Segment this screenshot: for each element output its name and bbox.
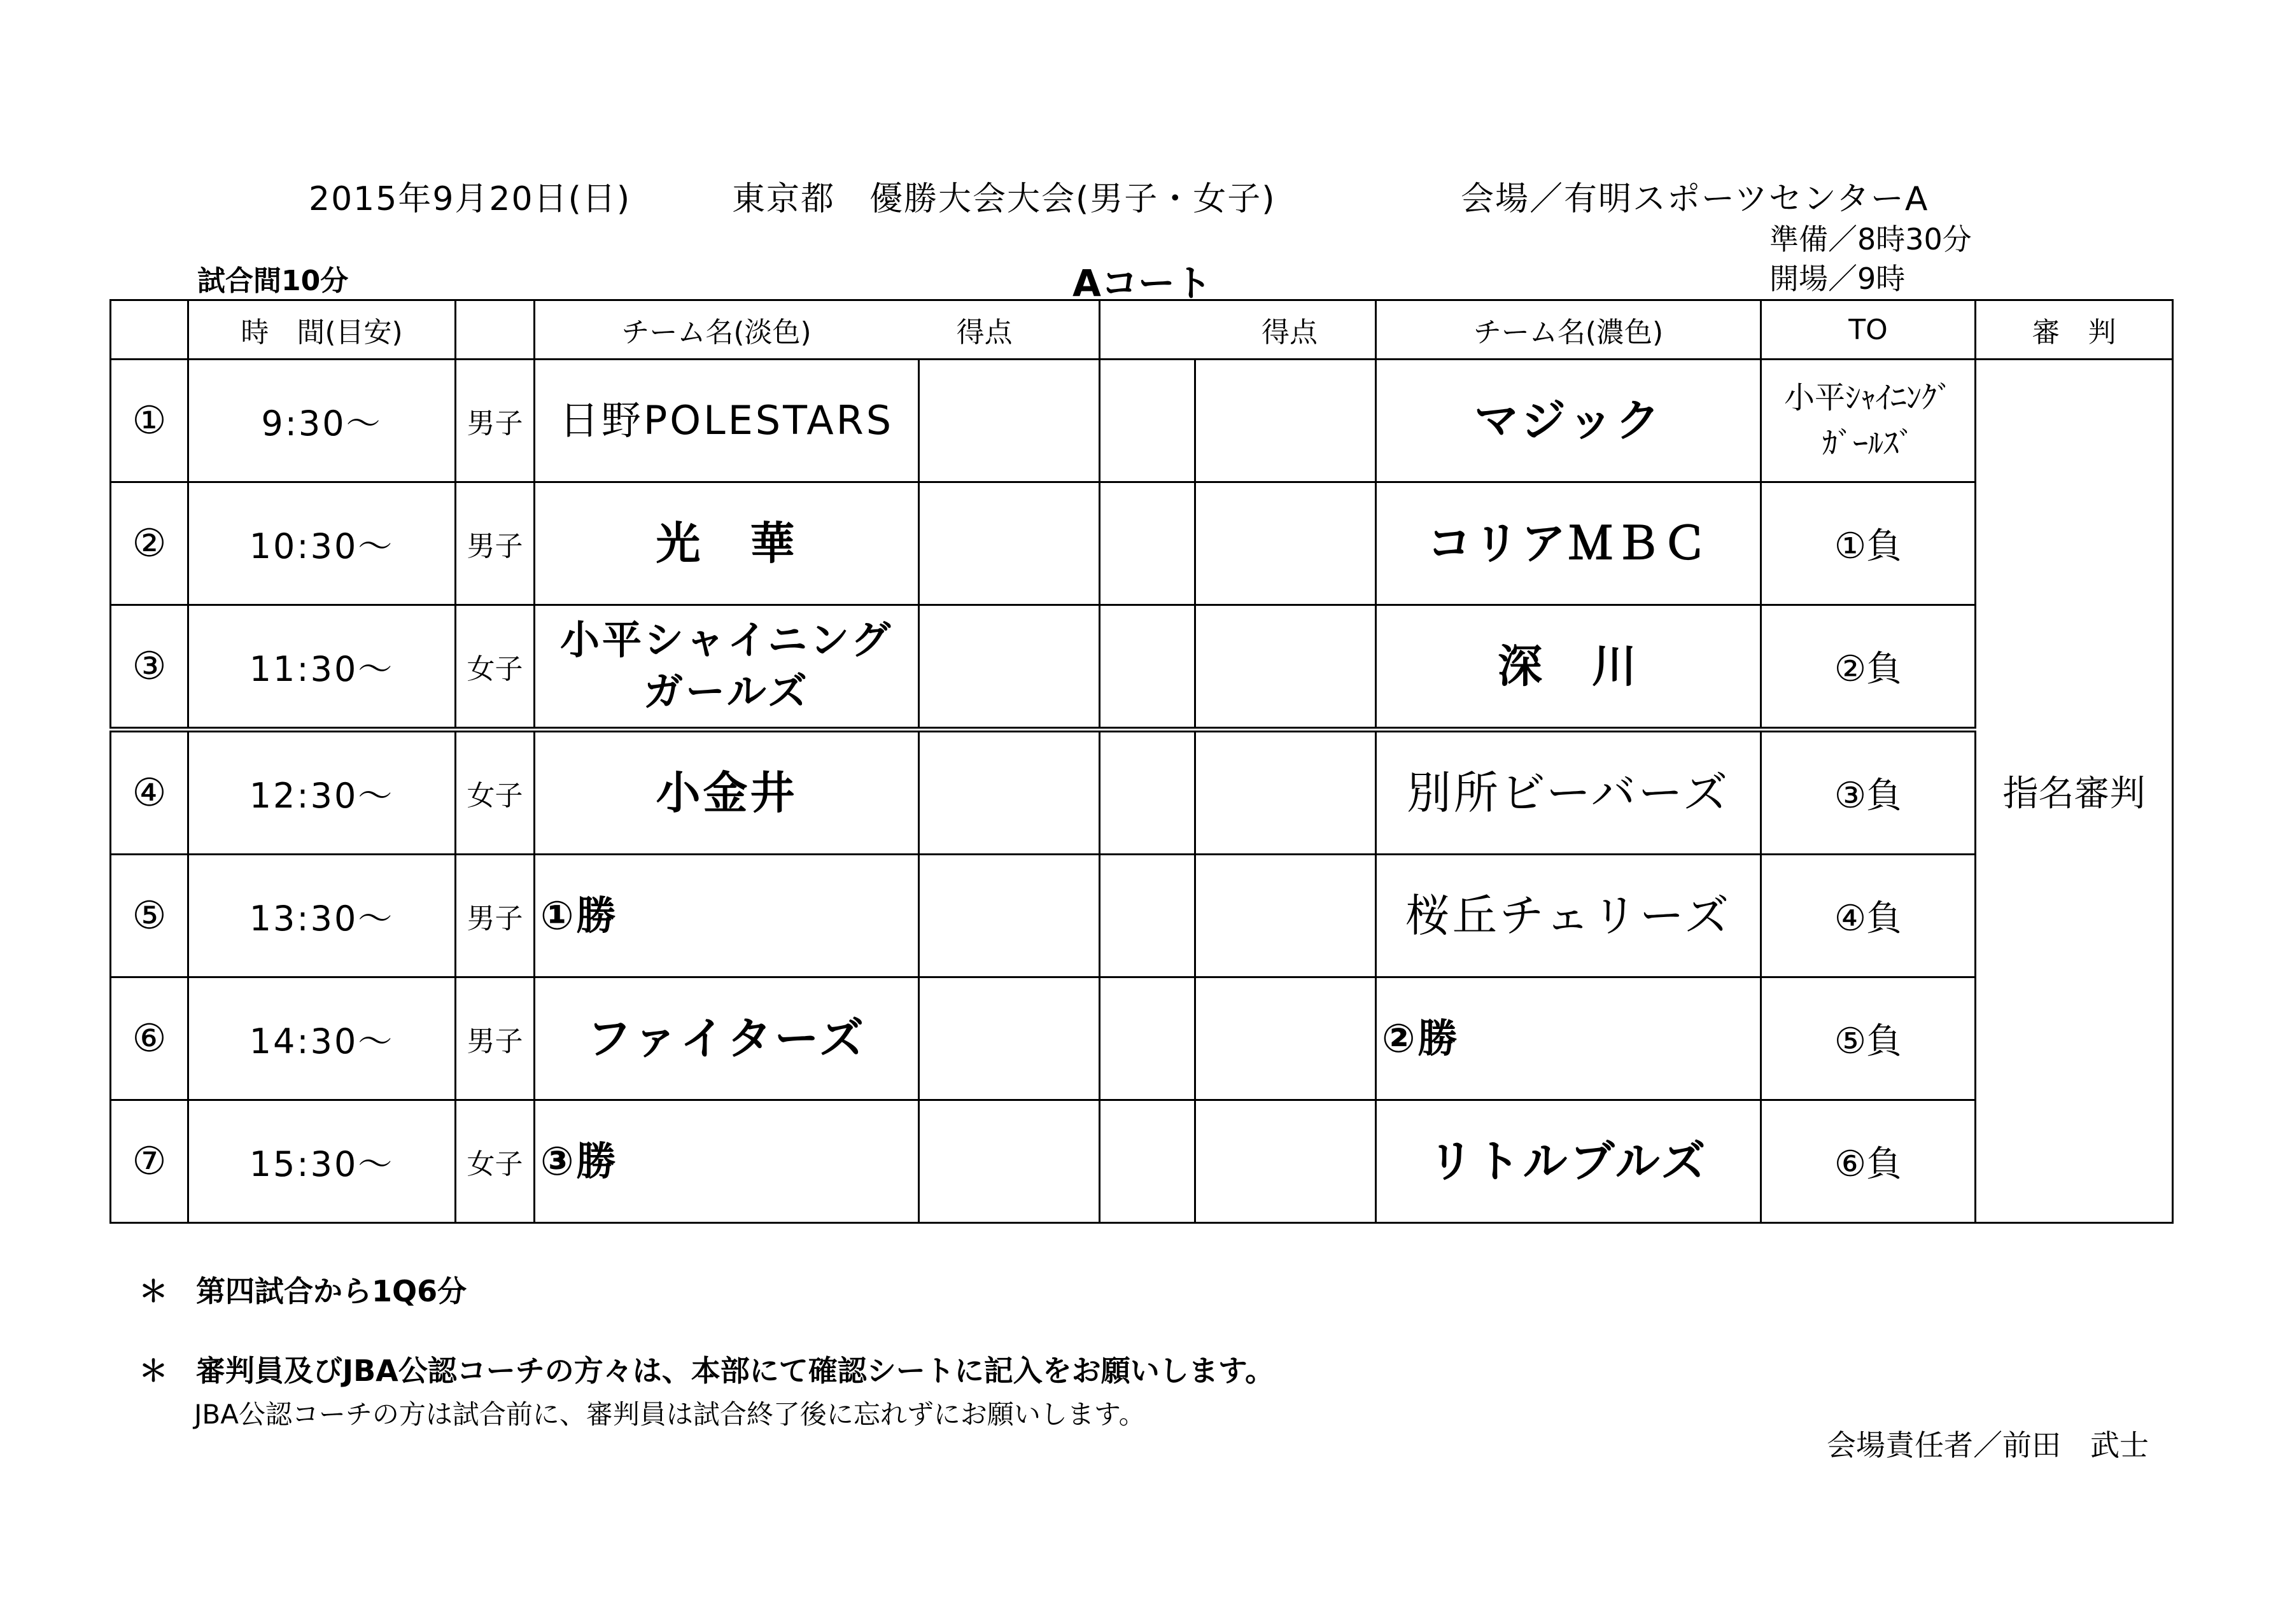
- team-dark: 別所ビーバーズ: [1376, 730, 1761, 855]
- score-dark-cell: [1195, 855, 1376, 977]
- game-gender: 女子: [456, 1100, 535, 1223]
- game-number: ⑦: [111, 1100, 188, 1223]
- note-text: 第四試合から1Q6分: [196, 1274, 467, 1308]
- table-row: [111, 855, 2173, 977]
- table-officials: ⑥負: [1761, 1100, 1976, 1223]
- team-light: 光 華: [535, 482, 919, 605]
- table-row: [111, 482, 2173, 605]
- score-separator-cell: [1100, 730, 1195, 855]
- table-row: [111, 730, 2173, 855]
- game-time: 13:30〜: [188, 855, 456, 977]
- game-gender: 男子: [456, 855, 535, 977]
- table-row: [111, 360, 2173, 482]
- score-dark-cell: [1195, 1100, 1376, 1223]
- team-dark: 深 川: [1376, 605, 1761, 730]
- team-dark: コリアＭＢＣ: [1376, 482, 1761, 605]
- game-time: 9:30〜: [188, 360, 456, 482]
- asterisk-icon: ＊: [139, 1274, 168, 1308]
- venue: 会場／有明スポーツセンターA: [1461, 180, 1929, 218]
- score-separator-cell: [1100, 482, 1195, 605]
- schedule-table: [109, 299, 2174, 1224]
- score-light-cell: [919, 482, 1100, 605]
- table-row: [111, 1100, 2173, 1223]
- note-quarter-length: [139, 1268, 467, 1310]
- team-light: 小平シャイニングガールズ: [535, 605, 919, 730]
- score-light-cell: [919, 855, 1100, 977]
- score-dark-cell: [1195, 360, 1376, 482]
- score-light-cell: [919, 605, 1100, 730]
- header-blank: [111, 300, 188, 360]
- game-number: ①: [111, 360, 188, 482]
- event-name: 東京都 優勝大会大会(男子・女子): [732, 180, 1276, 218]
- table-officials: 小平ｼｬｲﾆﾝｸﾞｶﾞｰﾙｽﾞ: [1761, 360, 1976, 482]
- prep-time: 準備／8時30分: [1769, 222, 1972, 256]
- game-time: 14:30〜: [188, 977, 456, 1100]
- score-dark-cell: [1195, 482, 1376, 605]
- venue-manager: 会場責任者／前田 武士: [1827, 1428, 2149, 1462]
- header-referee: 審 判: [1976, 300, 2173, 360]
- note-referee: [139, 1348, 1274, 1390]
- header-gender: [456, 300, 535, 360]
- note-text: 審判員及びJBA公認コーチの方々は、本部にて確認シートに記入をお願いします。: [196, 1354, 1275, 1388]
- score-light-cell: [919, 360, 1100, 482]
- game-time: 15:30〜: [188, 1100, 456, 1223]
- header-score-1: 得点: [956, 316, 1013, 349]
- game-number: ⑤: [111, 855, 188, 977]
- game-number: ④: [111, 730, 188, 855]
- header-to: TO: [1761, 300, 1976, 360]
- score-light-cell: [919, 730, 1100, 855]
- score-dark-cell: [1195, 977, 1376, 1100]
- note-referee-sub: JBA公認コーチの方は試合前に、審判員は試合終了後に忘れずにお願いします。: [194, 1399, 1146, 1430]
- score-dark-cell: [1195, 730, 1376, 855]
- team-dark: 桜丘チェリーズ: [1376, 855, 1761, 977]
- team-dark: マジック: [1376, 360, 1761, 482]
- table-officials: ⑤負: [1761, 977, 1976, 1100]
- game-time: 12:30〜: [188, 730, 456, 855]
- game-gender: 男子: [456, 360, 535, 482]
- score-light-cell: [919, 977, 1100, 1100]
- asterisk-icon: ＊: [139, 1354, 168, 1388]
- game-gender: 女子: [456, 605, 535, 730]
- table-officials: ③負: [1761, 730, 1976, 855]
- referee-cell: 指名審判: [1976, 360, 2173, 1223]
- game-gender: 男子: [456, 977, 535, 1100]
- court-title: Aコート: [1072, 262, 1212, 305]
- team-light: 小金井: [535, 730, 919, 855]
- open-time: 開場／9時: [1769, 262, 1906, 296]
- header-score-2: 得点: [1100, 300, 1376, 360]
- game-gender: 女子: [456, 730, 535, 855]
- score-separator-cell: [1100, 360, 1195, 482]
- team-dark: ②勝: [1376, 977, 1761, 1100]
- header-team-light-label: チーム名(淡色): [621, 316, 812, 349]
- score-separator-cell: [1100, 855, 1195, 977]
- table-officials: ②負: [1761, 605, 1976, 730]
- team-light: ファイターズ: [535, 977, 919, 1100]
- event-date: 2015年9月20日(日): [309, 180, 631, 218]
- game-number: ②: [111, 482, 188, 605]
- table-header-row: [111, 300, 2173, 360]
- team-light: 日野POLESTARS: [535, 360, 919, 482]
- game-number: ③: [111, 605, 188, 730]
- schedule-info: [1769, 220, 1972, 298]
- table-officials: ④負: [1761, 855, 1976, 977]
- game-gender: 男子: [456, 482, 535, 605]
- table-row: [111, 977, 2173, 1100]
- game-time: 10:30〜: [188, 482, 456, 605]
- team-light: ③勝: [535, 1100, 919, 1223]
- score-dark-cell: [1195, 605, 1376, 730]
- game-time: 11:30〜: [188, 605, 456, 730]
- header-team-light: [535, 300, 1100, 360]
- score-separator-cell: [1100, 977, 1195, 1100]
- team-dark: リトルブルズ: [1376, 1100, 1761, 1223]
- score-separator-cell: [1100, 1100, 1195, 1223]
- header-team-dark: チーム名(濃色): [1376, 300, 1761, 360]
- score-separator-cell: [1100, 605, 1195, 730]
- header-time: 時 間(目安): [188, 300, 456, 360]
- game-number: ⑥: [111, 977, 188, 1100]
- game-interval: 試合間10分: [197, 265, 349, 297]
- score-light-cell: [919, 1100, 1100, 1223]
- table-officials: ①負: [1761, 482, 1976, 605]
- team-light: ①勝: [535, 855, 919, 977]
- table-row: [111, 605, 2173, 730]
